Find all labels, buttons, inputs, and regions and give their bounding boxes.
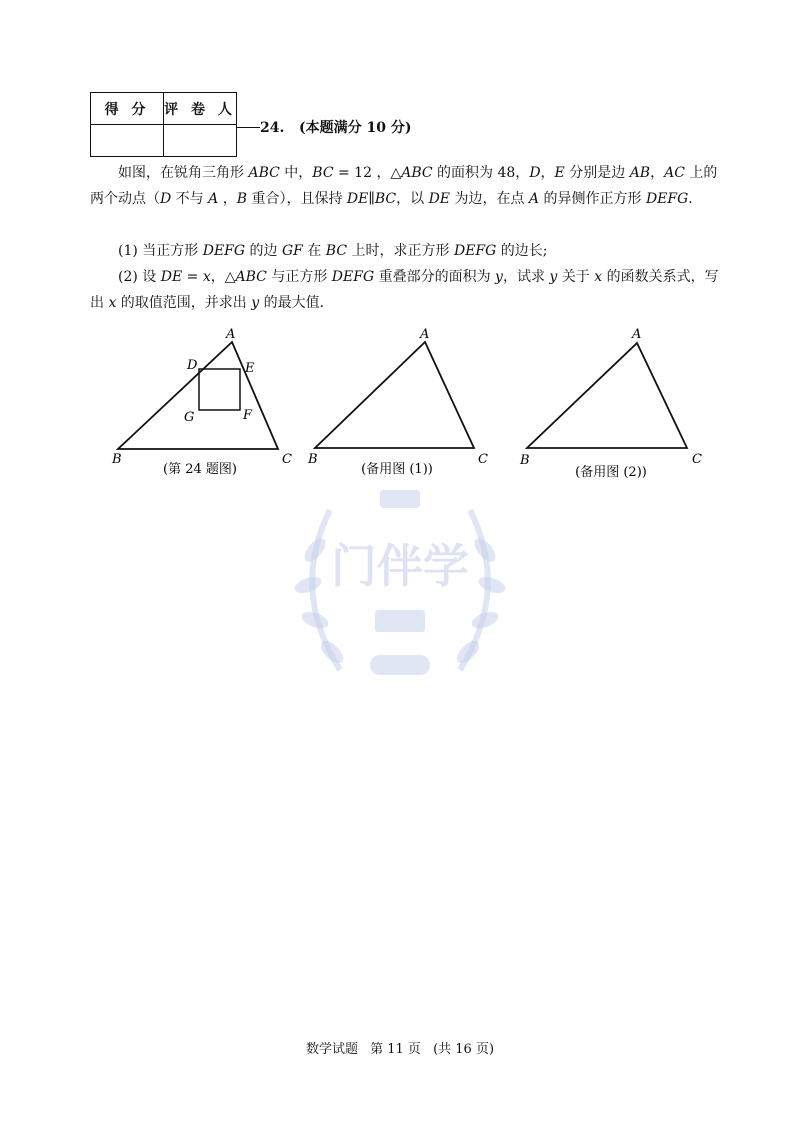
text-run: 上的两个动点（	[90, 165, 718, 207]
fig1-triangle	[118, 342, 278, 449]
math-var: DEFG	[202, 243, 246, 259]
fig3-label-A: A	[632, 327, 642, 342]
watermark-logo	[270, 470, 530, 710]
fig1-caption: (第 24 题图)	[163, 462, 237, 477]
fig2-label-C: C	[478, 452, 488, 467]
question-number: 24.	[260, 120, 285, 136]
math-var: AB	[629, 165, 651, 181]
footer-page: 第 11 页	[370, 1042, 421, 1057]
text-run: 的取值范围，并求出	[116, 295, 252, 311]
fig2-triangle	[315, 342, 474, 448]
fig1-label-E: E	[245, 361, 255, 376]
figure-2	[307, 327, 488, 477]
grader-label: 评 卷 人	[164, 93, 237, 125]
math-var: DEFG	[453, 243, 497, 259]
text-run: 与正方形	[266, 269, 332, 285]
score-table	[90, 92, 237, 157]
fig1-label-F: F	[243, 408, 253, 423]
question-stem	[90, 160, 720, 212]
text-run: 中，	[279, 165, 313, 181]
watermark-text: 门伴学	[331, 539, 469, 593]
question-part-2	[90, 264, 720, 316]
math-var: A	[528, 191, 540, 207]
figures	[0, 320, 800, 490]
text-run: 关于	[557, 269, 595, 285]
question-head-line	[236, 127, 260, 128]
text-run: 在	[302, 243, 326, 259]
text-run: 不与	[171, 191, 209, 207]
text-run: .	[688, 191, 693, 207]
score-cell	[91, 125, 164, 157]
grader-cell	[164, 125, 237, 157]
fig1-label-A: A	[226, 327, 236, 342]
fig2-caption: (备用图 (1))	[361, 462, 433, 477]
fig1-label-D: D	[187, 358, 198, 373]
math-var: AC	[664, 165, 685, 181]
text-run: (1) 当正方形	[118, 243, 203, 259]
text-run: ，	[218, 191, 237, 207]
math-var: BC	[312, 165, 334, 181]
math-var: DEFG	[645, 191, 689, 207]
text-run: ，	[540, 165, 555, 181]
math-var: A	[208, 191, 219, 207]
math-var: BC	[325, 243, 348, 259]
text-run: ∥	[368, 191, 375, 207]
text-run: 重叠部分的面积为	[374, 269, 496, 285]
math-var: DE	[346, 191, 369, 207]
text-run: (2) 设	[118, 269, 161, 285]
math-var: x	[108, 295, 117, 311]
figure-3	[519, 327, 702, 480]
fig2-label-A: A	[420, 327, 430, 342]
math-var: x	[594, 269, 603, 285]
math-var: GF	[281, 243, 303, 259]
math-var: E	[554, 165, 565, 181]
fig3-label-C: C	[692, 452, 702, 467]
text-run: 的函数关系式，写出	[90, 269, 719, 311]
fig3-triangle	[527, 343, 687, 448]
footer-total: (共 16 页)	[433, 1042, 495, 1057]
text-run: 的边	[245, 243, 282, 259]
math-var: DE	[428, 191, 451, 207]
text-run: 重合），且保持	[247, 191, 347, 207]
math-var: x	[202, 269, 211, 285]
math-var: ABC	[248, 165, 280, 181]
text-run: ，△	[210, 269, 236, 285]
question-heading	[260, 117, 411, 137]
math-var: B	[236, 191, 248, 207]
text-run: 的异侧作正方形	[539, 191, 646, 207]
text-run: =	[182, 269, 203, 285]
text-run: 分别是边	[564, 165, 630, 181]
math-var: DEFG	[331, 269, 375, 285]
question-part-1	[90, 238, 720, 264]
text-run: = 12 ，△	[333, 165, 402, 181]
math-var: ABC	[401, 165, 433, 181]
score-label: 得 分	[91, 93, 164, 125]
fig1-square	[199, 369, 240, 410]
figure-1	[111, 327, 292, 477]
math-var: y	[495, 269, 503, 285]
fig3-caption: (备用图 (2))	[575, 465, 647, 480]
text-run: ，以	[396, 191, 429, 207]
footer-subject: 数学试题	[305, 1042, 358, 1057]
text-run: 为边，在点	[450, 191, 529, 207]
math-var: y	[251, 295, 260, 311]
fig2-label-B: B	[308, 452, 318, 467]
text-run: 的面积为 48，	[432, 165, 530, 181]
fig1-label-B: B	[112, 452, 122, 467]
math-var: BC	[374, 191, 397, 207]
text-run: ，试求	[502, 269, 550, 285]
text-run: 上时，求正方形	[347, 243, 454, 259]
page-footer	[0, 1038, 800, 1057]
text-run: 如图，在锐角三角形	[118, 165, 249, 181]
math-var: y	[549, 269, 558, 285]
question-points: (本题满分 10 分)	[298, 120, 412, 136]
fig1-label-C: C	[282, 452, 292, 467]
math-var: DE	[160, 269, 183, 285]
math-var: D	[529, 165, 541, 181]
text-run: 的边长;	[496, 243, 548, 259]
math-var: D	[160, 191, 172, 207]
math-var: ABC	[235, 269, 267, 285]
text-run: ，	[650, 165, 665, 181]
fig3-label-B: B	[520, 453, 530, 468]
fig1-label-G: G	[184, 410, 195, 425]
text-run: 的最大值.	[259, 295, 325, 311]
